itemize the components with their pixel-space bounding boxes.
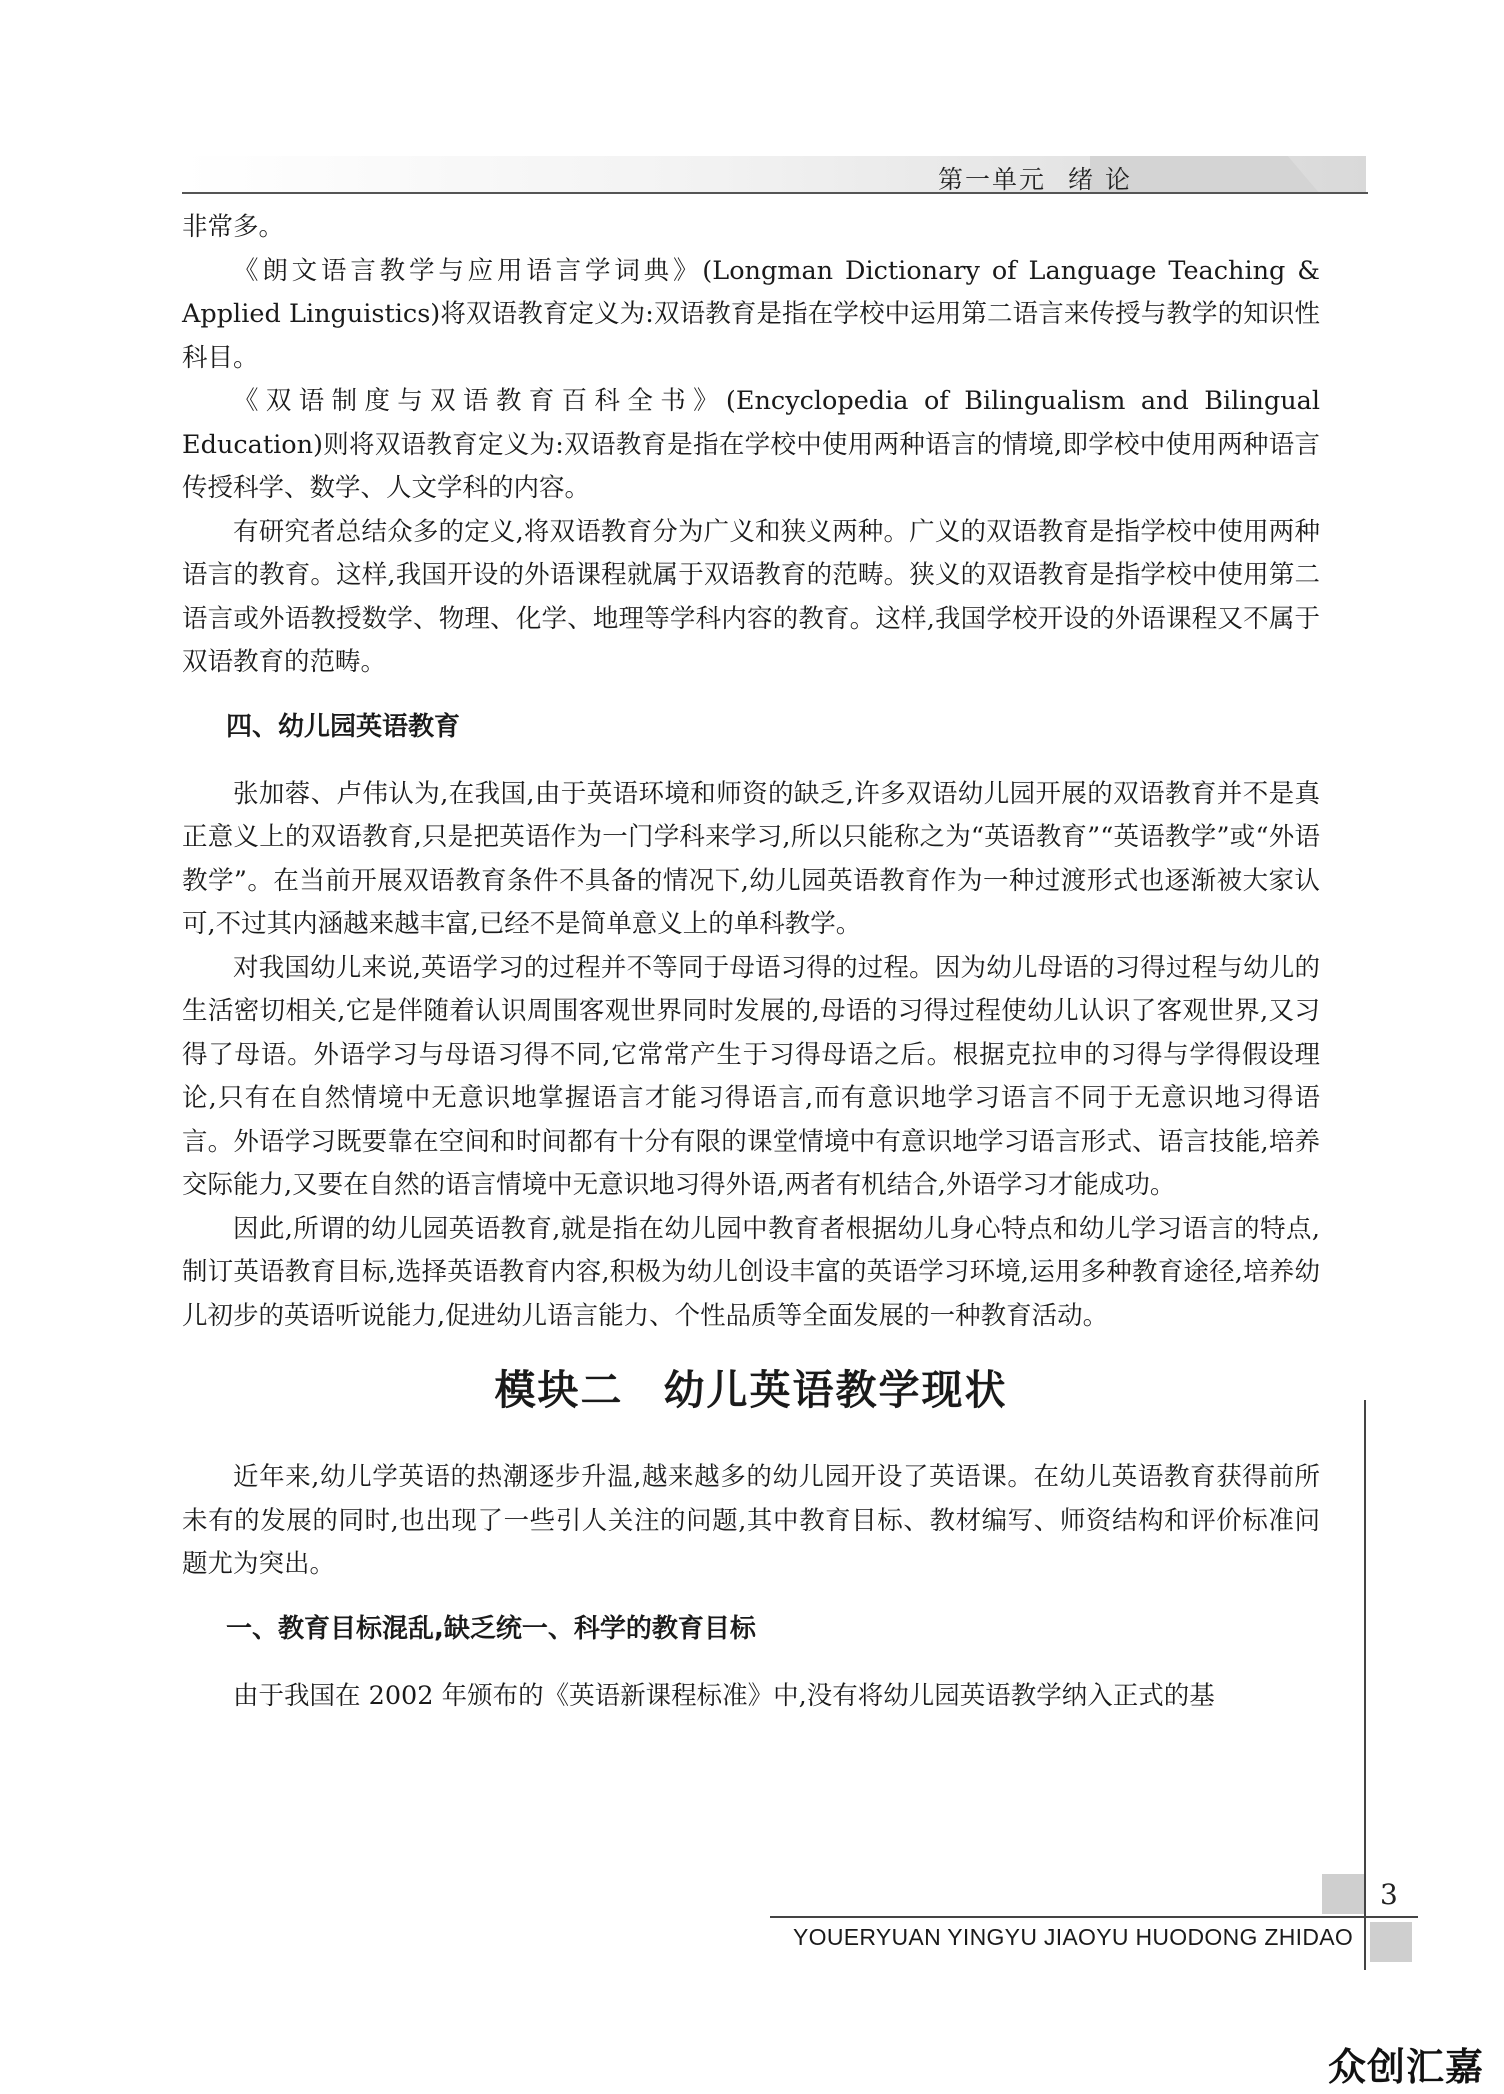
folio-block	[1370, 1922, 1412, 1962]
running-head	[938, 160, 1132, 196]
paragraph: 《朗文语言教学与应用语言学词典》(Longman Dictionary of Language Teaching & Applied Linguistics)将双语教育定义为:双语教育是指在学校中运用第二语言来传授与教学的知识性科目。	[182, 255, 1320, 373]
paragraph: 因此,所谓的幼儿园英语教育,就是指在幼儿园中教育者根据幼儿身心特点和幼儿学习语言的特点,制订英语教育目标,选择英语教育内容,积极为幼儿创设丰富的英语学习环境,运用多种教育途径,培养幼儿初步的英语听说能力,促进幼儿语言能力、个性品质等全面发展的一种教育活动。	[182, 1213, 1320, 1331]
page-number: 3	[1380, 1878, 1398, 1911]
section-heading: 四、幼儿园英语教育	[226, 711, 461, 742]
running-head-title: 绪 论	[1068, 165, 1132, 194]
folio-block	[1322, 1874, 1364, 1914]
section-heading: 一、教育目标混乱,缺乏统一、科学的教育目标	[226, 1613, 756, 1644]
page-body	[182, 206, 1320, 1718]
paragraph: 近年来,幼儿学英语的热潮逐步升温,越来越多的幼儿园开设了英语课。在幼儿英语教育获得前所未有的发展的同时,也出现了一些引人关注的问题,其中教育目标、教材编写、师资结构和评价标准问题尤为突出。	[182, 1462, 1320, 1579]
paragraph: 非常多。	[182, 212, 285, 242]
paragraph: 张加蓉、卢伟认为,在我国,由于英语环境和师资的缺乏,许多双语幼儿园开展的双语教育并不是真正意义上的双语教育,只是把英语作为一门学科来学习,所以只能称之为“英语教育”“英语教学”或“外语教学”。在当前开展双语教育条件不具备的情况下,幼儿园英语教育作为一种过渡形式也逐渐被大家认可,不过其内涵越来越丰富,已经不是简单意义上的单科教学。	[182, 778, 1320, 939]
module-title: 幼儿英语教学现状	[663, 1366, 1008, 1414]
footer-rule	[770, 1916, 1418, 1918]
running-head-unit: 第一单元	[938, 165, 1047, 194]
paragraph: 《双语制度与双语教育百科全书》(Encyclopedia of Bilingualism and Bilingual Education)则将双语教育定义为:双语教育是指在学校中使用两种语言的情境,即学校中使用两种语言传授科学、数学、人文学科的内容。	[182, 386, 1320, 503]
margin-rule	[1364, 1400, 1366, 1970]
paragraph: 对我国幼儿来说,英语学习的过程并不等同于母语习得的过程。因为幼儿母语的习得过程与幼儿的生活密切相关,它是伴随着认识周围客观世界同时发展的,母语的习得过程使幼儿认识了客观世界,又习得了母语。外语学习与母语习得不同,它常常产生于习得母语之后。根据克拉申的习得与学得假设理论,只有在自然情境中无意识地掌握语言才能习得语言,而有意识地学习语言不同于无意识地习得语言。外语学习既要靠在空间和时间都有十分有限的课堂情境中有意识地学习语言形式、语言技能,培养交际能力,又要在自然的语言情境中无意识地习得外语,两者有机结合,外语学习才能成功。	[182, 952, 1320, 1200]
watermark-text: 众创汇嘉	[1328, 2045, 1485, 2089]
module-number: 模块二	[494, 1366, 624, 1414]
running-foot: YOUERYUAN YINGYU JIAOYU HUODONG ZHIDAO	[793, 1924, 1354, 1950]
header-rule	[182, 192, 1368, 194]
module-heading	[182, 1360, 1320, 1420]
paragraph: 有研究者总结众多的定义,将双语教育分为广义和狭义两种。广义的双语教育是指学校中使用两种语言的教育。这样,我国开设的外语课程就属于双语教育的范畴。狭义的双语教育是指学校中使用第二语言或外语教授数学、物理、化学、地理等学科内容的教育。这样,我国学校开设的外语课程又不属于双语教育的范畴。	[182, 516, 1320, 677]
paragraph: 由于我国在 2002 年颁布的《英语新课程标准》中,没有将幼儿园英语教学纳入正式的基	[233, 1680, 1215, 1711]
